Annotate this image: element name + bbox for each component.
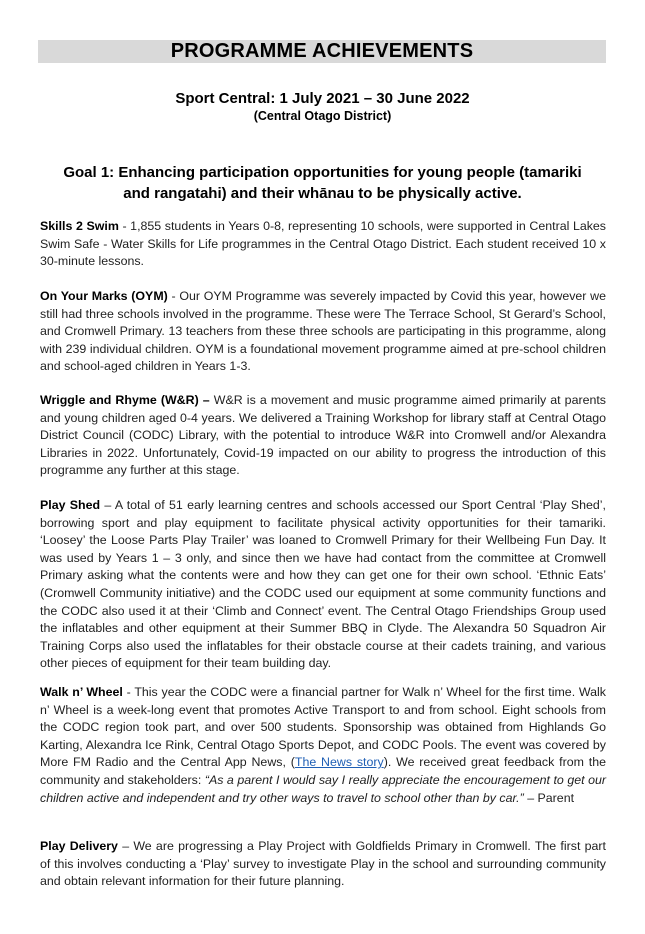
section-body: – We are progressing a Play Project with Goldfields Primary in Cromwell. The first part of this involves conducting a ‘Play’ survey to investigate Play in the school and surrounding community and obtain relevant information for their future planning. [40, 839, 606, 889]
section-heading: Wriggle and Rhyme (W&R) – [40, 393, 210, 407]
section-play-shed [40, 497, 606, 673]
section-heading: Play Delivery [40, 839, 118, 853]
page-title: PROGRAMME ACHIEVEMENTS [170, 40, 474, 62]
section-heading: Play Shed [40, 498, 101, 512]
section-wriggle-and-rhyme [40, 392, 606, 480]
quote-attribution: – Parent [523, 790, 575, 805]
section-walk-n-wheel [40, 684, 606, 807]
section-body: – A total of 51 early learning centres and schools accessed our Sport Central ‘Play Shed’, borrowing sport and play equipment to facilitate physical activity opportunities for their tamariki. ‘Loosey’ the Loose Parts Play Trailer’ was loaned to Cromwell Primary for their Wellbeing Fun Day. It was used by Years 1 – 3 only, and since then we have had contact from the committee at Cromwell Primary asking what the contents were and how they can get one for their own school. ‘Ethnic Eats’ (Cromwell Community initiative) and the CODC used our equipment at some community functions and the CODC also used it at their ‘Climb and Connect’ event. The Central Otago Friendships Group used the inflatables and other equipment at their Summer BBQ in Clyde. The Alexandra 50 Squadron Air Training Corps also used the inflatables for their obstacle course at their cadets training, and various other pieces of equipment for their team building day. [40, 498, 607, 671]
section-skills-2-swim [40, 218, 606, 271]
section-body: - 1,855 students in Years 0-8, representing 10 schools, were supported in Central Lakes Swim Safe - Water Skills for Life programmes in the Central Otago District. Each student received 10 x 30-minute lessons. [40, 219, 607, 269]
title-banner [38, 40, 606, 63]
section-heading: Walk n’ Wheel [40, 685, 123, 699]
parent-quote: “As a parent I would say I really appreciate the encouragement to get our children active and independent and try other ways to travel to school other than by car.” [40, 772, 606, 805]
section-body-continued: ). We received great feedback from the community and stakeholders: [40, 755, 606, 787]
news-story-link[interactable]: The News story [294, 755, 384, 770]
report-period: Sport Central: 1 July 2021 – 30 June 2022 [175, 90, 470, 107]
section-body: - This year the CODC were a financial partner for Walk n’ Wheel for the first time. Walk n’ Wheel is a week-long event that promotes Active Transport to and from school. Eight schools from the CODC region took part, and over 500 students. Sponsorship was obtained from Highlands Go Karting, Alexandra Ice Rink, Central Otago Sports Depot, and CODC Pools. The event was covered by More FM Radio and the Central App News, ( [40, 685, 606, 770]
section-heading: Skills 2 Swim [40, 219, 119, 233]
section-on-your-marks [40, 288, 606, 376]
section-body: W&R is a movement and music programme aimed primarily at parents and young children aged 0-4 years. We delivered a Training Workshop for library staff at Central Otago District Council (CODC) Library, with the potential to introduce W&R into Cromwell and/or Alexandra Libraries in 2022. Unfortunately, Covid-19 impacted on our ability to progress the introduction of this programme any further at this stage. [40, 393, 607, 478]
goal-heading: Goal 1: Enhancing participation opportunities for young people (tamariki and rangatahi) and their whānau to be physically active. [63, 164, 582, 202]
section-heading: On Your Marks (OYM) [40, 289, 168, 303]
district-label: (Central Otago District) [253, 109, 392, 123]
section-play-delivery [40, 838, 606, 891]
section-body: - Our OYM Programme was severely impacted by Covid this year, however we still had three schools involved in the programme. These were The Terrace School, St Gerard’s School, and Cromwell Primary. 13 teachers from these three schools are participating in this programme, along with 239 individual children. OYM is a foundational movement programme aimed at pre-school children and school-aged children in Years 1-3. [40, 289, 606, 374]
